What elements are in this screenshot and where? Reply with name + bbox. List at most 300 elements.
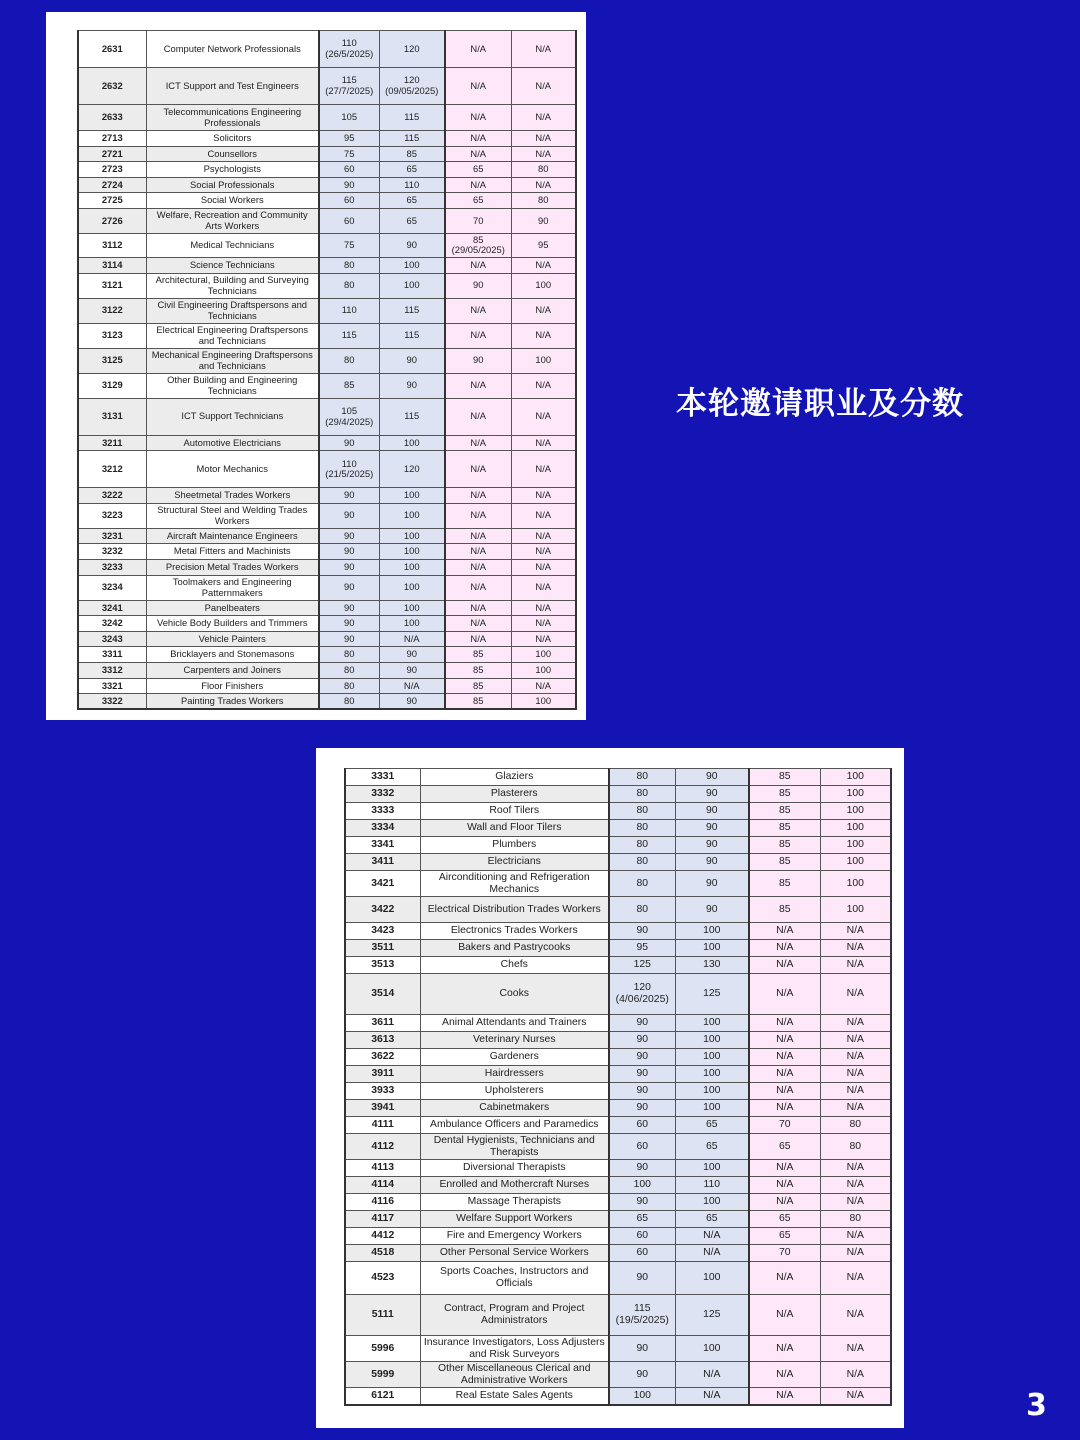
occupation-name-cell-text: Cabinetmakers [479,1102,550,1114]
score-cell-3 [445,398,511,435]
occupation-name-cell [420,769,609,786]
score-cell-3 [749,769,820,786]
score-cell-2 [675,1388,749,1405]
score-cell-1 [319,208,379,233]
score-cell-3-text: 70 [778,1247,791,1259]
score-cell-1 [319,68,379,105]
score-cell-4-text: N/A [535,42,552,54]
score-cell-2-date: (09/05/2025) [385,85,439,96]
anzsco-code-cell-text: 3513 [371,959,395,971]
score-cell-3-text: N/A [470,581,487,593]
score-cell-3 [445,575,511,600]
score-cell-4 [820,769,891,786]
score-cell-2 [379,616,445,632]
table-row [345,1362,891,1388]
score-cell-2 [379,451,445,488]
anzsco-code-cell-text: 3232 [101,545,123,557]
score-cell-4-text: N/A [846,1230,864,1242]
score-cell-4-text: N/A [535,304,552,316]
occupation-name-cell-text: Diversional Therapists [462,1162,566,1174]
score-cell-1-text: 90 [636,1196,649,1208]
anzsco-code-cell [78,68,146,105]
score-cell-3 [445,694,511,710]
score-cell-3 [749,1362,820,1388]
table-row [345,974,891,1015]
score-cell-2-text: 100 [703,1162,721,1174]
score-cell-4-text: N/A [535,132,552,144]
score-cell-3-text: N/A [776,1179,794,1191]
anzsco-code-cell-text: 3234 [101,581,123,593]
score-cell-1-text: 80 [344,648,355,660]
occupation-name-cell-text: Medical Technicians [190,239,275,251]
score-cell-3-date: (29/05/2025) [451,244,505,256]
score-cell-2 [675,786,749,803]
score-cell-3 [749,1228,820,1245]
occupation-name-cell-text: Vehicle Body Builders and Trimmers [156,617,308,629]
occupation-name-cell-text: Panelbeaters [204,601,260,613]
occupation-name-cell [146,694,319,710]
occupation-name-cell-text: ICT Support and Test Engineers [165,79,299,91]
occupation-name-cell [146,348,319,373]
score-cell-4-text: N/A [846,1051,864,1063]
score-cell-4 [511,694,576,710]
occupation-name-cell [146,600,319,616]
score-cell-2-text: 90 [406,354,417,366]
anzsco-code-cell [345,1032,420,1049]
occupation-name-cell [420,786,609,803]
score-cell-4 [511,162,576,178]
score-cell-1-date: (21/5/2025) [325,468,374,480]
score-cell-1 [609,1245,675,1262]
score-cell-4 [511,559,576,575]
score-cell-4 [511,662,576,678]
score-cell-3 [445,233,511,257]
score-cell-3-text: 65 [473,163,484,175]
score-cell-2 [675,1262,749,1295]
score-cell-1 [319,559,379,575]
score-cell-1 [319,31,379,68]
score-cell-3 [749,1245,820,1262]
score-cell-4 [820,940,891,957]
occupation-name-cell-text: Electrical Distribution Trades Workers [427,903,601,915]
anzsco-code-cell-text: 3223 [101,509,123,521]
occupation-name-cell [420,1015,609,1032]
occupation-table-card-1 [46,12,586,720]
occupation-name-cell-text: Real Estate Sales Agents [455,1389,573,1401]
score-cell-4-text: N/A [535,632,552,644]
score-cell-3-text: N/A [776,942,794,954]
score-cell-2 [379,373,445,398]
score-cell-3-text: N/A [470,132,487,144]
score-cell-3-text: 65 [473,194,484,206]
score-cell-2-text: 90 [705,839,718,851]
score-cell-1-text: 95 [344,132,355,144]
occupation-name-cell [146,105,319,131]
score-cell-2 [675,1194,749,1211]
score-cell-1 [319,503,379,528]
anzsco-code-cell-text: 4412 [371,1230,395,1242]
score-cell-1 [319,544,379,560]
occupation-name-cell-text: Contract, Program and Project Administrators [444,1303,585,1326]
score-cell-1-text: 80 [344,694,355,706]
score-cell-2-text: 100 [403,560,420,572]
score-cell-4-text: 80 [538,163,549,175]
score-cell-4 [820,1100,891,1117]
anzsco-code-cell [78,257,146,273]
score-cell-1 [609,1177,675,1194]
score-cell-3-text: 85 [473,648,484,660]
score-cell-2-text: 115 [404,304,420,316]
score-cell-1 [319,348,379,373]
score-cell-1-text: 90 [344,617,355,629]
score-cell-2 [379,146,445,162]
score-cell-4 [820,854,891,871]
score-cell-4-text: N/A [535,617,552,629]
anzsco-code-cell [78,273,146,298]
score-cell-4-text: 80 [849,1213,862,1225]
score-cell-4-text: N/A [846,1034,864,1046]
score-cell-3 [749,1160,820,1177]
score-cell-3-text: 85 [473,663,484,675]
score-cell-4-text: N/A [846,942,864,954]
score-cell-1-text: 80 [636,788,649,800]
score-cell-2 [379,694,445,710]
score-cell-2 [675,1160,749,1177]
score-cell-3-text: N/A [776,1342,794,1354]
anzsco-code-cell [345,820,420,837]
occupation-name-cell [146,528,319,544]
occupation-name-cell [420,1336,609,1362]
score-cell-3 [445,146,511,162]
score-cell-4-text: N/A [846,1068,864,1080]
score-cell-2 [675,940,749,957]
score-cell-2-text: 90 [705,877,718,889]
occupation-name-cell-text: Enrolled and Mothercraft Nurses [439,1179,590,1191]
anzsco-code-cell [78,631,146,647]
occupation-name-cell-text: Veterinary Nurses [472,1034,556,1046]
score-cell-4 [820,1066,891,1083]
score-cell-3 [445,647,511,663]
score-cell-2-text: 100 [403,617,420,629]
occupation-name-cell-text: Telecommunications Engineering Professionals [163,105,302,128]
score-cell-3 [749,1194,820,1211]
table-row [345,1211,891,1228]
score-cell-2-text: 115 [404,111,420,123]
occupation-name-cell [146,177,319,193]
score-cell-1 [319,273,379,298]
score-cell-4-text: N/A [535,545,552,557]
anzsco-code-cell-text: 2723 [101,163,123,175]
score-cell-2-text: 100 [703,1342,721,1354]
score-cell-3-text: 90 [473,279,484,291]
score-cell-3 [749,1262,820,1295]
score-cell-4 [511,233,576,257]
score-cell-4-text: 100 [535,694,552,706]
occupation-name-cell [420,803,609,820]
score-cell-3 [445,435,511,451]
anzsco-code-cell [345,803,420,820]
occupation-name-cell-text: Plumbers [492,839,537,851]
score-cell-2-text: 65 [705,1140,718,1152]
anzsco-code-cell-text: 4113 [371,1162,395,1174]
score-cell-4 [820,923,891,940]
score-cell-4-text: 100 [846,903,864,915]
occupation-name-cell [420,1194,609,1211]
score-cell-4 [511,631,576,647]
anzsco-code-cell [78,298,146,323]
score-cell-3-text: N/A [470,560,487,572]
score-cell-3 [749,1032,820,1049]
table-row [78,451,576,488]
occupation-name-cell-text: Chefs [500,959,528,971]
occupation-name-cell [146,162,319,178]
occupation-name-cell [146,575,319,600]
score-cell-2-text: 100 [703,1085,721,1097]
score-cell-3 [445,600,511,616]
score-cell-1-text: 80 [344,354,355,366]
score-cell-4-text: 100 [846,788,864,800]
score-cell-1-text: 110 [341,457,357,469]
score-cell-1-text: 95 [636,942,649,954]
table-row [345,1388,891,1405]
score-cell-3 [749,1015,820,1032]
score-cell-4-text: 90 [538,214,549,226]
anzsco-code-cell-text: 3613 [371,1034,395,1046]
score-cell-3-text: N/A [470,617,487,629]
score-cell-3 [445,528,511,544]
table-row [78,575,576,600]
score-cell-2 [675,1049,749,1066]
score-cell-4-text: N/A [846,1247,864,1259]
score-cell-2 [675,1066,749,1083]
score-cell-1 [609,1262,675,1295]
occupation-name-cell-text: Bakers and Pastrycooks [458,942,571,954]
score-cell-3 [445,678,511,694]
occupation-name-cell [420,1177,609,1194]
table-row [78,435,576,451]
score-cell-4-text: N/A [535,489,552,501]
score-cell-1-date: (19/5/2025) [615,1315,669,1326]
table-row [345,1228,891,1245]
score-cell-1-text: 115 [341,74,357,86]
score-cell-1 [319,323,379,348]
score-cell-4 [820,897,891,923]
score-cell-2-text: 65 [705,1119,718,1131]
score-cell-3-text: 85 [473,233,484,245]
score-cell-4 [820,1083,891,1100]
score-cell-1 [609,923,675,940]
anzsco-code-cell [78,323,146,348]
score-cell-2 [379,678,445,694]
score-cell-2 [379,398,445,435]
score-cell-4 [511,323,576,348]
anzsco-code-cell [345,786,420,803]
occupation-name-cell-text: Glaziers [495,771,534,783]
score-cell-1-text: 65 [636,1213,649,1225]
score-cell-1 [609,786,675,803]
score-cell-2 [675,1177,749,1194]
score-cell-4 [511,68,576,105]
score-cell-4 [820,957,891,974]
anzsco-code-cell [78,575,146,600]
score-cell-1-text: 100 [633,1389,651,1401]
anzsco-code-cell [345,1083,420,1100]
table-row [345,1117,891,1134]
anzsco-code-cell [345,871,420,897]
score-cell-4-text: N/A [535,147,552,159]
score-cell-1-text: 120 [633,982,651,994]
table-row [78,257,576,273]
anzsco-code-cell-text: 2721 [101,147,123,159]
table-row [78,131,576,147]
occupation-name-cell [420,1211,609,1228]
occupation-name-cell [420,820,609,837]
score-cell-4 [820,974,891,1015]
table-row [78,105,576,131]
score-cell-3 [749,923,820,940]
score-cell-2-text: N/A [703,1230,721,1242]
score-cell-3-text: N/A [776,1034,794,1046]
anzsco-code-cell-text: 3212 [101,462,123,474]
score-cell-4-text: N/A [846,1196,864,1208]
occupation-name-cell [420,837,609,854]
score-cell-3-text: N/A [470,79,487,91]
table-row [78,208,576,233]
score-cell-4-text: 100 [535,663,552,675]
score-cell-3 [749,871,820,897]
anzsco-code-cell-text: 3332 [371,788,395,800]
score-cell-3 [445,298,511,323]
page-number: 3 [1026,1388,1047,1423]
table-row [78,694,576,710]
score-cell-2-text: 100 [703,925,721,937]
score-cell-2-text: 110 [703,1179,721,1191]
score-cell-2 [379,208,445,233]
occupation-name-cell [146,373,319,398]
score-cell-4 [511,600,576,616]
score-cell-1-text: 90 [344,581,355,593]
score-cell-4 [511,193,576,209]
anzsco-code-cell [78,559,146,575]
score-cell-3-text: 85 [778,805,791,817]
anzsco-code-cell-text: 5111 [371,1309,394,1321]
score-cell-2 [675,1032,749,1049]
score-cell-3 [749,803,820,820]
score-cell-1 [609,1049,675,1066]
score-cell-2-text: 90 [705,771,718,783]
score-cell-1 [609,1160,675,1177]
score-cell-2 [675,769,749,786]
occupation-name-cell-text: Solicitors [213,132,252,144]
score-cell-3-text: N/A [776,1389,794,1401]
score-cell-2 [675,1245,749,1262]
score-cell-2 [379,68,445,105]
score-cell-1-text: 115 [341,329,357,341]
score-cell-4 [820,1032,891,1049]
occupation-name-cell-text: Massage Therapists [467,1196,561,1208]
score-cell-3 [445,257,511,273]
score-cell-2-text: 65 [406,194,417,206]
occupation-score-table-2 [344,768,892,1406]
occupation-name-cell-text: Metal Fitters and Machinists [173,545,291,557]
occupation-name-cell [420,1362,609,1388]
occupation-name-cell-text: Structural Steel and Welding Trades Workers [157,504,308,526]
score-cell-4-text: N/A [846,988,864,1000]
score-cell-3-text: 85 [778,856,791,868]
score-cell-1 [319,257,379,273]
score-cell-4 [820,1228,891,1245]
score-cell-4-text: 100 [846,805,864,817]
table-row [78,647,576,663]
anzsco-code-cell-text: 3121 [101,279,123,291]
occupation-name-cell [146,435,319,451]
anzsco-code-cell [78,131,146,147]
occupation-name-cell-text: ICT Support Technicians [181,410,284,422]
score-cell-2 [379,631,445,647]
table-row [345,1194,891,1211]
occupation-name-cell [420,1049,609,1066]
score-cell-4 [820,820,891,837]
occupation-name-cell-text: Science Technicians [189,259,275,270]
occupation-name-cell [146,488,319,504]
score-cell-3-text: N/A [470,379,487,391]
score-cell-4 [511,131,576,147]
score-cell-2 [379,544,445,560]
score-cell-3 [445,373,511,398]
score-cell-1-text: 90 [636,1017,649,1029]
score-cell-3 [749,1100,820,1117]
score-cell-2 [379,105,445,131]
score-cell-1-text: 60 [344,163,355,175]
score-cell-1-date: (26/5/2025) [325,48,374,59]
anzsco-code-cell-text: 6121 [371,1389,395,1401]
score-cell-4 [511,348,576,373]
score-cell-1 [319,373,379,398]
score-cell-4 [511,616,576,632]
score-cell-1-text: 90 [636,1272,649,1284]
score-cell-3-text: N/A [470,329,487,341]
score-cell-4-text: N/A [535,509,552,521]
score-cell-4-text: N/A [846,1162,864,1174]
score-cell-1 [319,488,379,504]
score-cell-2-text: 100 [403,489,420,501]
score-cell-2-text: 115 [404,410,420,422]
score-cell-1-text: 90 [636,1102,649,1114]
anzsco-code-cell-text: 5999 [371,1368,395,1380]
score-cell-1 [609,769,675,786]
anzsco-code-cell [345,1066,420,1083]
score-cell-4 [820,1262,891,1295]
score-cell-3 [445,616,511,632]
occupation-name-cell-text: Toolmakers and Engineering Patternmakers [172,576,292,598]
score-cell-1 [319,451,379,488]
occupation-name-cell-text: Fire and Emergency Workers [446,1230,582,1242]
table-row [345,1032,891,1049]
score-cell-4 [820,1336,891,1362]
score-cell-2 [379,503,445,528]
score-cell-4 [820,871,891,897]
anzsco-code-cell [345,1336,420,1362]
occupation-name-cell [420,1245,609,1262]
score-cell-1 [609,1228,675,1245]
score-cell-1 [609,1032,675,1049]
occupation-name-cell-text: Aircraft Maintenance Engineers [166,529,298,541]
score-cell-1-text: 90 [636,1051,649,1063]
score-cell-3 [749,940,820,957]
occupation-name-cell [146,31,319,68]
score-cell-4 [820,1177,891,1194]
score-cell-3-text: 65 [778,1230,791,1242]
